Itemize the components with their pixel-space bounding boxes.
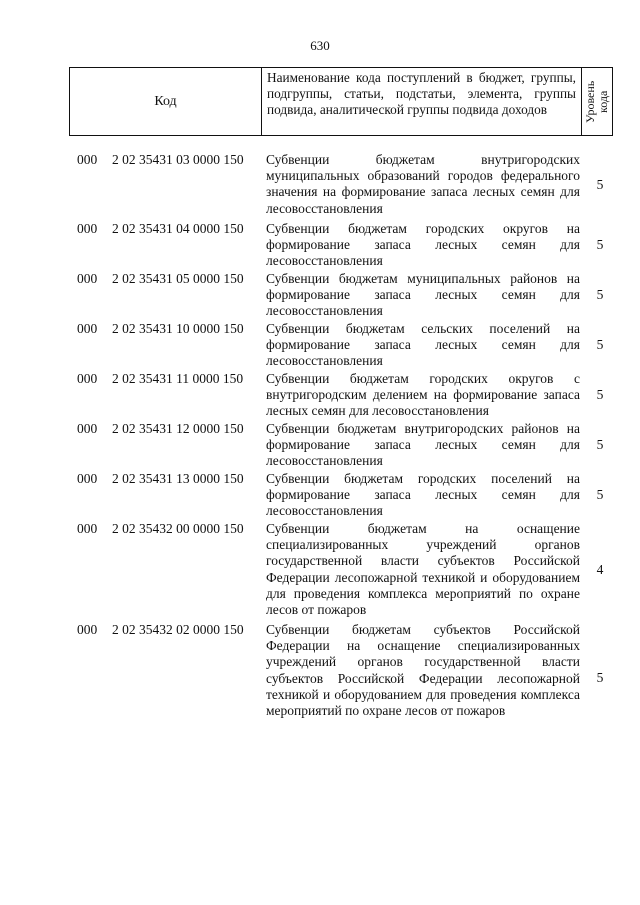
code-level: 5 [596,670,604,685]
code-level: 4 [596,562,604,577]
code-level: 5 [596,177,604,192]
admin-code: 000 [77,421,98,436]
page-number: 630 [310,38,330,53]
admin-code: 000 [77,471,98,486]
code-level: 5 [596,237,604,252]
header-name: Наименование кода поступлений в бюджет, группы, подгруппы, статьи, подстатьи, элемента, группы подвида, аналитической группы подвида доходов [262,68,582,135]
income-code: 2 02 35431 11 0000 150 [112,371,244,386]
income-name: Субвенции бюджетам городских округов с внутригородским делением на формирование запаса лесных семян для лесовосстановления [266,371,580,419]
admin-code: 000 [77,221,98,236]
income-name: Субвенции бюджетам субъектов Российской Федерации на оснащение специализированных учреждений органов государственной власти субъектов Российской Федерации лесопожарной техникой и оборудованием для проведения комплекса мероприятий по охране лесов от пожаров [266,622,580,719]
income-code: 2 02 35431 13 0000 150 [112,471,244,486]
code-level: 5 [596,487,604,502]
income-code: 2 02 35431 12 0000 150 [112,421,244,436]
code-level: 5 [596,437,604,452]
income-name: Субвенции бюджетам сельских поселений на формирование запаса лесных семян для лесовосстановления [266,321,580,369]
header-code: Код [70,68,262,135]
income-code: 2 02 35431 04 0000 150 [112,221,244,236]
admin-code: 000 [77,271,98,286]
income-name: Субвенции бюджетам муниципальных районов на формирование запаса лесных семян для лесовосстановления [266,271,580,319]
code-level: 5 [596,387,604,402]
code-level: 5 [596,287,604,302]
admin-code: 000 [77,152,98,167]
income-code: 2 02 35432 00 0000 150 [112,521,244,536]
header-level: Уровень кода [583,80,610,123]
income-name: Субвенции бюджетам внутригородских районов на формирование запаса лесных семян для лесовосстановления [266,421,580,469]
income-code: 2 02 35431 05 0000 150 [112,271,244,286]
income-name: Субвенции бюджетам на оснащение специализированных учреждений органов государственной власти субъектов Российской Федерации лесопожарной техникой и оборудованием для проведения комплекса мероприятий по охране лесов от пожаров [266,521,580,618]
admin-code: 000 [77,521,98,536]
income-code: 2 02 35431 10 0000 150 [112,321,244,336]
admin-code: 000 [77,371,98,386]
admin-code: 000 [77,321,98,336]
income-name: Субвенции бюджетам городских поселений на формирование запаса лесных семян для лесовосстановления [266,471,580,519]
income-name: Субвенции бюджетам внутригородских муниципальных образований городов федерального значения на формирование запаса лесных семян для лесовосстановления [266,152,580,216]
income-name: Субвенции бюджетам городских округов на формирование запаса лесных семян для лесовосстановления [266,221,580,269]
code-level: 5 [596,337,604,352]
income-code: 2 02 35432 02 0000 150 [112,622,244,637]
admin-code: 000 [77,622,98,637]
income-code: 2 02 35431 03 0000 150 [112,152,244,167]
